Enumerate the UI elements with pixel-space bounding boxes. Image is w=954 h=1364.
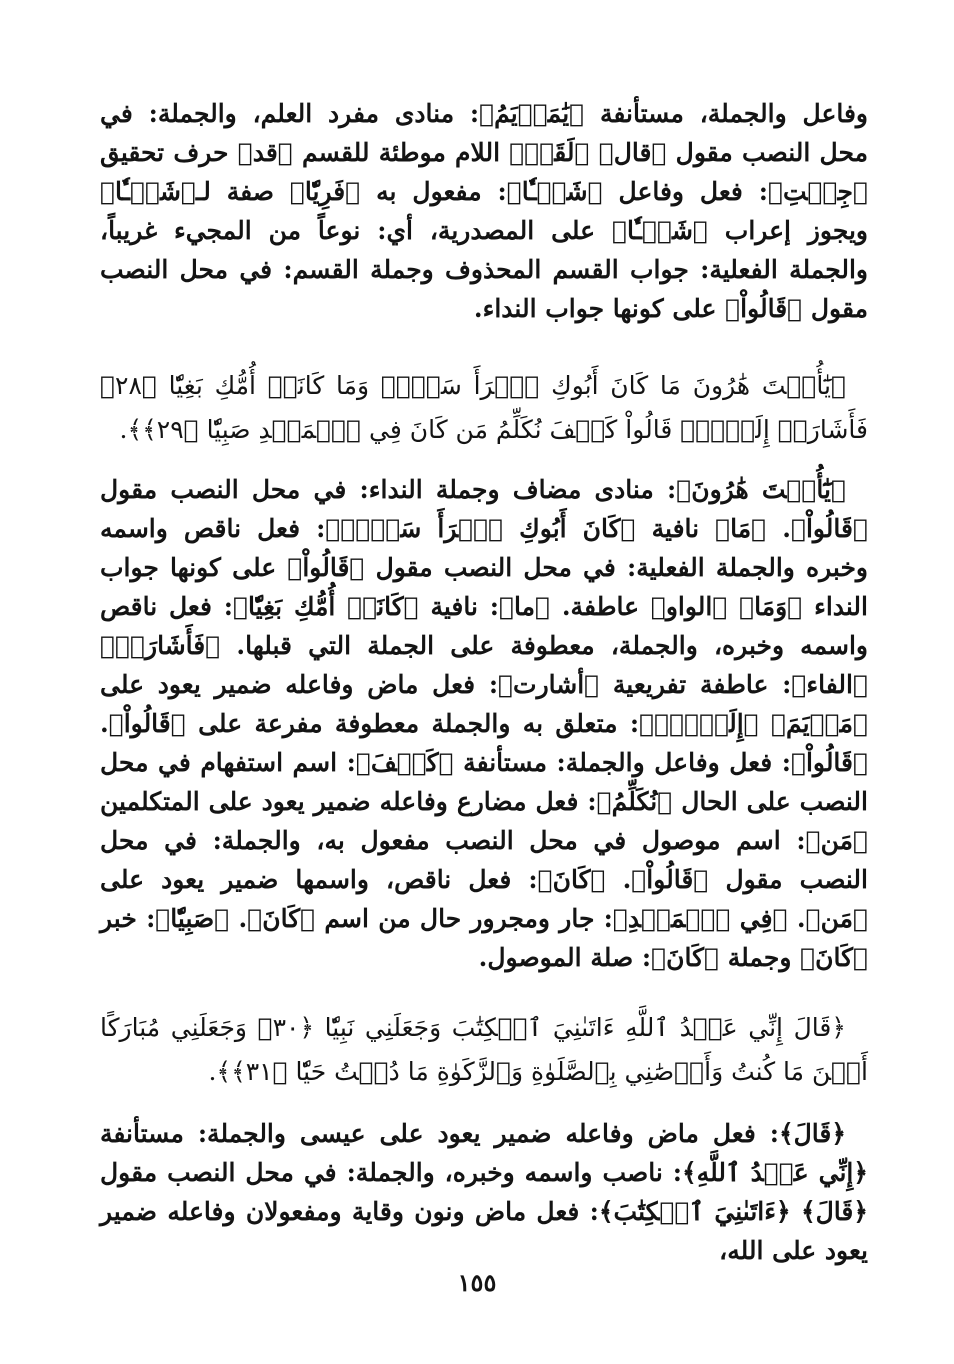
commentary-paragraph-2 bbox=[100, 470, 868, 977]
verse-text: ﴿يَٰٓأُخۡتَ هَٰرُونَ مَا كَانَ أَبُوكِ ٱمۡرَأَ سَوۡءٖ وَمَا كَانَتۡ أُمُّكِ بَغِيّٗا ﴿٢٨﴾ فَأَشَارَتۡ إِلَيۡهِۖ قَالُواْ كَيۡفَ نُكَلِّمُ مَن كَانَ فِي ٱلۡمَهۡدِ صَبِيّٗا ﴿٢٩﴾﴾. bbox=[100, 371, 868, 444]
paragraph-text: ﴿قَالَ﴾: فعل ماض وفاعله ضمير يعود على عيسى والجملة: مستأنفة ﴿إِنِّي عَبۡدُ ٱللَّهِ﴾: ناصب واسمه وخبره، والجملة: في محل النصب مقول ﴿قَالَ﴾ ﴿ءَاتَىٰنِيَ ٱلۡكِتَٰبَ﴾: فعل ماض ونون وقاية ومفعولان وفاعله ضمير يعود على الله، bbox=[100, 1119, 868, 1265]
page-number: ١٥٥ bbox=[457, 1268, 497, 1297]
verse-text: ﴿قَالَ إِنِّي عَبۡدُ ٱللَّهِ ءَاتَىٰنِيَ ٱلۡكِتَٰبَ وَجَعَلَنِي نَبِيّٗا ﴿٣٠﴾ وَجَعَلَنِي مُبَارَكًا أَيۡنَ مَا كُنتُ وَأَوۡصَٰنِي بِٱلصَّلَوٰةِ وَٱلزَّكَوٰةِ مَا دُمۡتُ حَيّٗا ﴿٣١﴾﴾. bbox=[100, 1013, 868, 1086]
paragraph-text: وفاعل والجملة، مستأنفة ﴿يَٰمَرۡيَمُ﴾: منادى مفرد العلم، والجملة: في محل النصب مقول ﴿قال﴾ ﴿لَقَدۡ﴾ اللام موطئة للقسم ﴿قد﴾ حرف تحقيق ﴿جِئۡتِ﴾: فعل وفاعل ﴿شَيۡـٔٗا﴾: مفعول به ﴿فَرِيّٗا﴾ صفة لـ﴿شَيۡـٔٗا﴾ ويجوز إعراب ﴿شَيۡـٔٗا﴾ على المصدرية، أي: نوعاً من المجيء غريباً، والجملة الفعلية: جواب القسم المحذوف وجملة القسم: في محل النصب مقول ﴿قَالُواْ﴾ على كونها جواب النداء. bbox=[100, 99, 868, 323]
commentary-paragraph-3 bbox=[100, 1114, 868, 1270]
commentary-paragraph-1 bbox=[100, 94, 868, 328]
quran-verse-30-31 bbox=[100, 1006, 868, 1094]
paragraph-text: ﴿يَٰٓأُخۡتَ هَٰرُونَ﴾: منادى مضاف وجملة النداء: في محل النصب مقول ﴿قَالُواْ﴾. ﴿مَا﴾ نافية ﴿كَانَ أَبُوكِ ٱمۡرَأَ سَوۡءٖ﴾: فعل ناقص واسمه وخبره والجملة الفعلية: في محل النصب مقول ﴿قَالُواْ﴾ على كونها جواب النداء ﴿وَمَا﴾ ﴿الواو﴾ عاطفة. ﴿ما﴾: نافية ﴿كَانَتۡ أُمُّكِ بَغِيّٗا﴾: فعل ناقص واسمه وخبره، والجملة، معطوفة على الجملة التي قبلها. ﴿فَأَشَارَتۡ﴾ ﴿الفاء﴾: عاطفة تفريعية ﴿أشارت﴾: فعل ماض وفاعله ضمير يعود على ﴿مَرۡيَمَ﴾ ﴿إِلَيۡهِۖ﴾: متعلق به والجملة معطوفة مفرعة على ﴿قَالُواْ﴾. ﴿قَالُواْ﴾: فعل وفاعل والجملة: مستأنفة ﴿كَيۡفَ﴾: اسم استفهام في محل النصب على الحال ﴿نُكَلِّمُ﴾: فعل مضارع وفاعله ضمير يعود على المتكلمين ﴿مَن﴾: اسم موصول في محل النصب مفعول به، والجملة: في محل النصب مقول ﴿قَالُواْ﴾. ﴿كَانَ﴾: فعل ناقص، واسمها ضمير يعود على ﴿مَن﴾. ﴿فِي ٱلۡمَهۡدِ﴾: جار ومجرور حال من اسم ﴿كَانَ﴾. ﴿صَبِيّٗا﴾: خبر ﴿كَانَ﴾ وجملة ﴿كَانَ﴾: صلة الموصول. bbox=[100, 475, 868, 972]
quran-verse-28-29 bbox=[100, 364, 868, 452]
